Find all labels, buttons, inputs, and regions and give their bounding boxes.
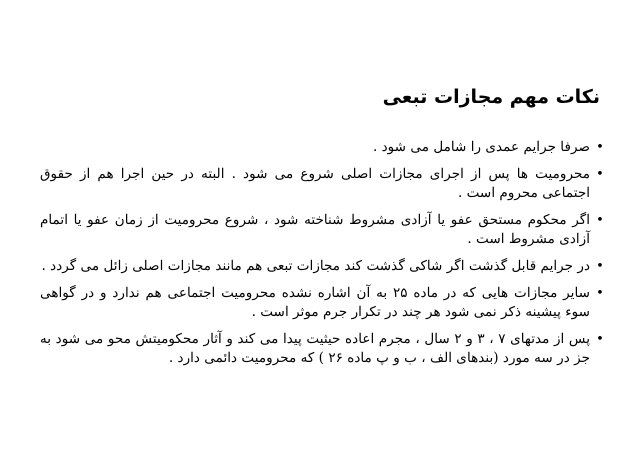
list-item bbox=[40, 284, 606, 322]
list-item-text: اگر محکوم مستحق عفو یا آزادی مشروط شناخته شود ، شروع محرومیت از زمان عفو یا اتمام آزادی مشروط است . bbox=[40, 212, 590, 247]
list-item bbox=[40, 165, 606, 203]
bullet-icon: • bbox=[596, 286, 604, 301]
bullet-icon: • bbox=[596, 259, 604, 274]
bullet-list bbox=[40, 138, 606, 376]
list-item-text: محرومیت ها پس از اجرای مجازات اصلی شروع می شود . البته در حین اجرا هم از حقوق اجتماعی محروم است . bbox=[40, 166, 590, 201]
list-item bbox=[40, 330, 606, 368]
slide-title: نکات مهم مجازات تبعی bbox=[382, 86, 600, 108]
list-item-text: صرفا جرایم عمدی را شامل می شود . bbox=[372, 139, 590, 155]
bullet-icon: • bbox=[596, 332, 604, 347]
bullet-icon: • bbox=[596, 140, 604, 155]
list-item bbox=[40, 257, 606, 276]
list-item-text: پس از مدتهای ۷ ، ۳ و ۲ سال ، مجرم اعاده حیثیت پیدا می کند و آثار محکومیتش محو می شود به جز در سه مورد (بندهای الف ، ب و پ ماده ۲۶ ) که محرومیت دائمی دارد . bbox=[40, 331, 591, 366]
bullet-icon: • bbox=[596, 213, 604, 228]
list-item-text: در جرایم قابل گذشت اگر شاکی گذشت کند مجازات تبعی هم مانند مجازات اصلی زائل می گردد . bbox=[41, 258, 590, 274]
list-item bbox=[40, 211, 606, 249]
list-item bbox=[40, 138, 606, 157]
list-item-text: سایر مجازات هایی که در ماده ۲۵ به آن اشاره نشده محرومیت اجتماعی هم ندارد و در گواهی سوء پیشینه ذکر نمی شود هر چند در تکرار جرم موثر است . bbox=[40, 285, 590, 320]
bullet-icon: • bbox=[596, 167, 604, 182]
